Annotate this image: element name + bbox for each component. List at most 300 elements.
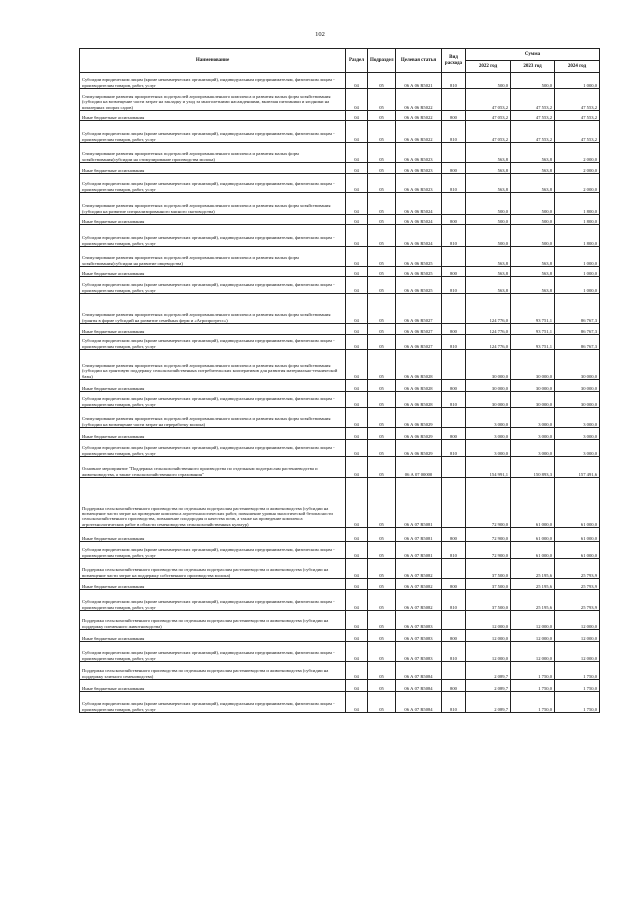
cell-cel-statya: 06 А 06 R5024 (396, 225, 442, 247)
cell-razdel: 04 (346, 590, 368, 611)
table-header (80, 49, 600, 73)
cell-vid-rashoda: 810 (442, 642, 466, 662)
cell-sum-2022: 124 776,0 (466, 335, 511, 350)
cell-vid-rashoda (442, 143, 466, 163)
cell-vid-rashoda: 800 (442, 630, 466, 642)
cell-cel-statya: 06 А 07 R5082 (396, 559, 442, 579)
cell-cel-statya: 06 А 06 R5027 (396, 294, 442, 324)
cell-name: Стимулирование развития приоритетных подотраслей агропромышленного комплекса и развития малых форм хозяйствования (субсидии на грантовую поддержку сельскохозяйственных потребительских кооперативов для развития материально-технической базы) (80, 350, 346, 380)
cell-name: Стимулирование развития приоритетных подотраслей агропромышленного комплекса и развития малых форм хозяйствования (субсидии на возмещение части затрат на закладку и уход за многолетними насаждениями, включая питомники и ягодники на шпалерных опорах садов) (80, 89, 346, 111)
table-row (80, 121, 600, 143)
cell-razdel: 04 (346, 143, 368, 163)
cell-sum-2023: 61 000,0 (511, 478, 555, 528)
table-row (80, 215, 600, 225)
table-row (80, 590, 600, 611)
cell-cel-statya: 06 А 06 R5029 (396, 428, 442, 440)
cell-sum-2024: 12 000,0 (555, 611, 600, 630)
cell-name: Иные бюджетные ассигнования (80, 163, 346, 174)
cell-sum-2024: 61 000,0 (555, 542, 600, 559)
cell-razdel: 04 (346, 559, 368, 579)
table-row (80, 163, 600, 174)
cell-podrazdel: 05 (368, 579, 396, 590)
table-row (80, 692, 600, 713)
cell-razdel: 04 (346, 478, 368, 528)
cell-vid-rashoda: 810 (442, 590, 466, 611)
table-row (80, 457, 600, 478)
cell-sum-2023: 563,8 (511, 277, 555, 294)
cell-sum-2023: 25 195,6 (511, 590, 555, 611)
cell-sum-2024: 1 000,0 (555, 73, 600, 89)
cell-vid-rashoda: 800 (442, 428, 466, 440)
cell-razdel: 04 (346, 121, 368, 143)
cell-name: Субсидии юридическим лицам (кроме некоммерческих организаций), индивидуальным предпринимателям, физическим лицам - производителям товаров, работ, услуг (80, 225, 346, 247)
cell-razdel: 04 (346, 193, 368, 215)
cell-podrazdel: 05 (368, 277, 396, 294)
cell-vid-rashoda: 810 (442, 174, 466, 193)
cell-sum-2023: 30 000,0 (511, 392, 555, 408)
table-row (80, 528, 600, 542)
table-row (80, 559, 600, 579)
cell-razdel: 04 (346, 174, 368, 193)
cell-sum-2022: 72 900,0 (466, 478, 511, 528)
cell-sum-2023: 150 893,3 (511, 457, 555, 478)
table-row (80, 193, 600, 215)
cell-cel-statya: 06 А 06 R5023 (396, 143, 442, 163)
cell-sum-2022: 30 000,0 (466, 392, 511, 408)
cell-sum-2023: 30 000,0 (511, 350, 555, 380)
cell-vid-rashoda (442, 247, 466, 267)
cell-podrazdel: 05 (368, 642, 396, 662)
cell-vid-rashoda (442, 408, 466, 428)
header-summa: Сумма (466, 49, 600, 61)
cell-sum-2022: 563,8 (466, 163, 511, 174)
cell-razdel: 04 (346, 350, 368, 380)
cell-podrazdel: 05 (368, 680, 396, 692)
cell-sum-2023: 61 000,0 (511, 528, 555, 542)
cell-vid-rashoda: 800 (442, 528, 466, 542)
cell-sum-2024: 86 767,3 (555, 335, 600, 350)
cell-name: Субсидии юридическим лицам (кроме некоммерческих организаций), индивидуальным предпринимателям, физическим лицам - производителям товаров, работ, услуг (80, 692, 346, 713)
cell-sum-2024: 1 750,0 (555, 662, 600, 680)
cell-cel-statya: 06 А 06 R5025 (396, 267, 442, 277)
table-row (80, 174, 600, 193)
cell-name: Иные бюджетные ассигнования (80, 428, 346, 440)
cell-sum-2024: 25 793,9 (555, 579, 600, 590)
cell-razdel: 04 (346, 225, 368, 247)
cell-podrazdel: 05 (368, 121, 396, 143)
table-row (80, 440, 600, 457)
cell-name: Иные бюджетные ассигнования (80, 630, 346, 642)
cell-sum-2024: 25 793,9 (555, 590, 600, 611)
cell-razdel: 04 (346, 324, 368, 335)
cell-podrazdel: 05 (368, 662, 396, 680)
cell-sum-2023: 47 553,2 (511, 111, 555, 121)
cell-vid-rashoda (442, 559, 466, 579)
cell-cel-statya: 06 А 06 R5025 (396, 277, 442, 294)
cell-name: Стимулирование развития приоритетных подотраслей агропромышленного комплекса и развития малых форм хозяйствования(субсидии на стимулирование производства молока) (80, 143, 346, 163)
cell-cel-statya: 06 А 07 R5084 (396, 680, 442, 692)
cell-name: Субсидии юридическим лицам (кроме некоммерческих организаций), индивидуальным предпринимателям, физическим лицам - производителям товаров, работ, услуг (80, 392, 346, 408)
cell-sum-2024: 12 000,0 (555, 630, 600, 642)
cell-cel-statya: 06 А 06 R5029 (396, 408, 442, 428)
cell-podrazdel: 05 (368, 440, 396, 457)
table-row (80, 89, 600, 111)
cell-sum-2024: 1 800,0 (555, 225, 600, 247)
table-row (80, 380, 600, 392)
cell-sum-2022: 500,0 (466, 215, 511, 225)
cell-sum-2024: 47 553,2 (555, 111, 600, 121)
header-year-2023: 2023 год (511, 61, 555, 73)
cell-razdel: 04 (346, 440, 368, 457)
cell-razdel: 04 (346, 579, 368, 590)
cell-podrazdel: 05 (368, 392, 396, 408)
cell-podrazdel: 05 (368, 225, 396, 247)
header-year-2024: 2024 год (555, 61, 600, 73)
cell-sum-2023: 12 000,0 (511, 611, 555, 630)
cell-sum-2022: 47 053,2 (466, 121, 511, 143)
cell-razdel: 04 (346, 247, 368, 267)
cell-sum-2022: 37 500,0 (466, 579, 511, 590)
table-row (80, 680, 600, 692)
cell-vid-rashoda: 800 (442, 324, 466, 335)
table-row (80, 350, 600, 380)
cell-sum-2022: 563,8 (466, 247, 511, 267)
cell-cel-statya: 06 А 06 R5027 (396, 335, 442, 350)
cell-razdel: 04 (346, 642, 368, 662)
cell-sum-2022: 563,8 (466, 143, 511, 163)
cell-sum-2022: 30 000,0 (466, 380, 511, 392)
cell-razdel: 04 (346, 277, 368, 294)
cell-podrazdel: 05 (368, 692, 396, 713)
cell-vid-rashoda (442, 193, 466, 215)
cell-sum-2022: 2 089,7 (466, 692, 511, 713)
cell-cel-statya: 06 А 06 R5022 (396, 89, 442, 111)
cell-vid-rashoda (442, 294, 466, 324)
cell-sum-2023: 93 751,1 (511, 324, 555, 335)
cell-cel-statya: 06 А 06 R5023 (396, 163, 442, 174)
cell-vid-rashoda: 800 (442, 215, 466, 225)
cell-name: Поддержка сельскохозяйственного производства по отдельным подотраслям растениеводства и животноводства (субсидии на возмещение части затрат на поддержку собственного производства молока) (80, 559, 346, 579)
cell-name: Иные бюджетные ассигнования (80, 380, 346, 392)
cell-sum-2023: 30 000,0 (511, 380, 555, 392)
cell-razdel: 04 (346, 380, 368, 392)
cell-cel-statya: 06 А 06 R5023 (396, 174, 442, 193)
cell-name: Субсидии юридическим лицам (кроме некоммерческих организаций), индивидуальным предпринимателям, физическим лицам - производителям товаров, работ, услуг (80, 440, 346, 457)
header-vid-rashoda: Вид расхода (442, 49, 466, 73)
cell-sum-2023: 3 000,0 (511, 408, 555, 428)
cell-podrazdel: 05 (368, 428, 396, 440)
cell-sum-2023: 25 195,6 (511, 579, 555, 590)
cell-podrazdel: 05 (368, 294, 396, 324)
cell-sum-2023: 25 195,6 (511, 559, 555, 579)
cell-sum-2023: 1 750,0 (511, 662, 555, 680)
cell-name: Субсидии юридическим лицам (кроме некоммерческих организаций), индивидуальным предпринимателям, физическим лицам - производителям товаров, работ, услуг (80, 121, 346, 143)
cell-podrazdel: 05 (368, 247, 396, 267)
cell-podrazdel: 05 (368, 324, 396, 335)
cell-sum-2024: 12 000,0 (555, 642, 600, 662)
table-row (80, 542, 600, 559)
cell-sum-2024: 30 000,0 (555, 380, 600, 392)
cell-podrazdel: 05 (368, 630, 396, 642)
cell-sum-2023: 500,0 (511, 193, 555, 215)
cell-name: Субсидии юридическим лицам (кроме некоммерческих организаций), индивидуальным предпринимателям, физическим лицам - производителям товаров, работ, услуг (80, 174, 346, 193)
cell-sum-2024: 30 000,0 (555, 392, 600, 408)
cell-cel-statya: 06 А 07 R5081 (396, 542, 442, 559)
cell-sum-2024: 25 793,9 (555, 559, 600, 579)
cell-sum-2024: 2 000,0 (555, 174, 600, 193)
cell-podrazdel: 05 (368, 73, 396, 89)
cell-vid-rashoda: 800 (442, 380, 466, 392)
cell-sum-2024: 2 000,0 (555, 163, 600, 174)
cell-podrazdel: 05 (368, 350, 396, 380)
cell-razdel: 04 (346, 630, 368, 642)
cell-podrazdel: 05 (368, 528, 396, 542)
cell-vid-rashoda: 800 (442, 163, 466, 174)
header-podrazdel: Подраздел (368, 49, 396, 73)
cell-razdel: 04 (346, 294, 368, 324)
table-row (80, 630, 600, 642)
cell-razdel: 04 (346, 542, 368, 559)
cell-name: Субсидии юридическим лицам (кроме некоммерческих организаций), индивидуальным предпринимателям, физическим лицам - производителям товаров, работ, услуг (80, 542, 346, 559)
cell-vid-rashoda: 810 (442, 542, 466, 559)
cell-cel-statya: 06 А 07 R5083 (396, 611, 442, 630)
cell-razdel: 04 (346, 611, 368, 630)
cell-sum-2023: 500,0 (511, 73, 555, 89)
cell-sum-2022: 37 500,0 (466, 590, 511, 611)
table-row (80, 408, 600, 428)
cell-vid-rashoda (442, 478, 466, 528)
cell-sum-2023: 3 000,0 (511, 440, 555, 457)
cell-razdel: 04 (346, 692, 368, 713)
cell-podrazdel: 05 (368, 457, 396, 478)
cell-razdel: 04 (346, 392, 368, 408)
cell-sum-2024: 1 800,0 (555, 193, 600, 215)
cell-sum-2024: 47 553,2 (555, 121, 600, 143)
cell-sum-2022: 12 000,0 (466, 642, 511, 662)
cell-sum-2023: 93 751,1 (511, 294, 555, 324)
cell-name: Субсидии юридическим лицам (кроме некоммерческих организаций), индивидуальным предпринимателям, физическим лицам - производителям товаров, работ, услуг (80, 642, 346, 662)
cell-sum-2023: 563,8 (511, 247, 555, 267)
cell-podrazdel: 05 (368, 559, 396, 579)
cell-sum-2024: 1 000,0 (555, 247, 600, 267)
table-row (80, 392, 600, 408)
cell-sum-2024: 30 000,0 (555, 350, 600, 380)
cell-sum-2024: 1 750,0 (555, 692, 600, 713)
cell-sum-2024: 61 000,0 (555, 528, 600, 542)
cell-sum-2022: 30 000,0 (466, 350, 511, 380)
cell-name: Стимулирование развития приоритетных подотраслей агропромышленного комплекса и развития малых форм хозяйствования (субсидии на возмещение части затрат на переработку молока) (80, 408, 346, 428)
cell-podrazdel: 05 (368, 163, 396, 174)
header-year-2022: 2022 год (466, 61, 511, 73)
cell-name: Иные бюджетные ассигнования (80, 215, 346, 225)
cell-sum-2024: 1 750,0 (555, 680, 600, 692)
cell-name: Стимулирование развития приоритетных подотраслей агропромышленного комплекса и развития малых форм хозяйствования (субсидии на развитие специализированного мясного скотоводства) (80, 193, 346, 215)
cell-sum-2022: 47 053,2 (466, 111, 511, 121)
cell-razdel: 04 (346, 267, 368, 277)
cell-podrazdel: 05 (368, 380, 396, 392)
cell-cel-statya: 06 А 06 R5028 (396, 350, 442, 380)
table-row (80, 73, 600, 89)
cell-razdel: 04 (346, 111, 368, 121)
cell-sum-2022: 12 000,0 (466, 630, 511, 642)
table-row (80, 277, 600, 294)
cell-vid-rashoda: 810 (442, 335, 466, 350)
table-body (80, 73, 600, 713)
cell-podrazdel: 05 (368, 89, 396, 111)
cell-podrazdel: 05 (368, 267, 396, 277)
cell-cel-statya: 06 А 06 R5025 (396, 247, 442, 267)
table-row (80, 267, 600, 277)
header-razdel: Раздел (346, 49, 368, 73)
cell-sum-2023: 61 000,0 (511, 542, 555, 559)
cell-vid-rashoda: 810 (442, 392, 466, 408)
table-row (80, 662, 600, 680)
table-row (80, 111, 600, 121)
cell-cel-statya: 06 А 07 R5084 (396, 662, 442, 680)
table-row (80, 642, 600, 662)
table-row (80, 579, 600, 590)
cell-sum-2022: 3 000,0 (466, 428, 511, 440)
cell-razdel: 04 (346, 428, 368, 440)
cell-cel-statya: 06 А 07 R5083 (396, 642, 442, 662)
cell-vid-rashoda (442, 89, 466, 111)
cell-razdel: 04 (346, 335, 368, 350)
cell-vid-rashoda: 810 (442, 692, 466, 713)
cell-podrazdel: 05 (368, 611, 396, 630)
cell-razdel: 04 (346, 215, 368, 225)
cell-razdel: 04 (346, 73, 368, 89)
cell-cel-statya: 06 А 06 R5028 (396, 392, 442, 408)
cell-cel-statya: 06 А 06 R5022 (396, 111, 442, 121)
cell-cel-statya: 06 А 06 R5029 (396, 440, 442, 457)
cell-podrazdel: 05 (368, 193, 396, 215)
table-row (80, 143, 600, 163)
cell-sum-2022: 500,0 (466, 193, 511, 215)
cell-name: Поддержка сельскохозяйственного производства по отдельным подотраслям растениеводства и животноводства (субсидии на поддержку элитного семеноводства) (80, 662, 346, 680)
table-row (80, 324, 600, 335)
cell-podrazdel: 05 (368, 478, 396, 528)
cell-razdel: 04 (346, 408, 368, 428)
cell-sum-2023: 47 553,2 (511, 121, 555, 143)
cell-sum-2022: 563,8 (466, 174, 511, 193)
cell-vid-rashoda (442, 662, 466, 680)
cell-cel-statya: 06 А 07 R5083 (396, 630, 442, 642)
cell-sum-2024: 86 767,3 (555, 294, 600, 324)
cell-sum-2022: 124 776,0 (466, 324, 511, 335)
cell-cel-statya: 06 А 07 R5084 (396, 692, 442, 713)
cell-sum-2022: 72 900,0 (466, 542, 511, 559)
cell-sum-2022: 2 089,7 (466, 662, 511, 680)
cell-cel-statya: 06 А 06 R5022 (396, 121, 442, 143)
cell-name: Иные бюджетные ассигнования (80, 324, 346, 335)
table-row (80, 294, 600, 324)
cell-sum-2024: 1 800,0 (555, 215, 600, 225)
cell-cel-statya: 06 А 07 R5082 (396, 579, 442, 590)
cell-vid-rashoda: 800 (442, 579, 466, 590)
cell-sum-2024: 3 000,0 (555, 408, 600, 428)
table-row (80, 225, 600, 247)
cell-sum-2022: 2 089,7 (466, 680, 511, 692)
cell-podrazdel: 05 (368, 174, 396, 193)
cell-sum-2023: 47 553,2 (511, 89, 555, 111)
cell-vid-rashoda: 810 (442, 121, 466, 143)
cell-sum-2023: 93 751,1 (511, 335, 555, 350)
cell-sum-2024: 2 000,0 (555, 143, 600, 163)
cell-sum-2024: 61 000,0 (555, 478, 600, 528)
cell-sum-2023: 563,8 (511, 143, 555, 163)
cell-sum-2023: 1 750,0 (511, 680, 555, 692)
cell-sum-2023: 500,0 (511, 225, 555, 247)
cell-vid-rashoda (442, 350, 466, 380)
cell-sum-2022: 72 900,0 (466, 528, 511, 542)
table-row (80, 611, 600, 630)
cell-razdel: 04 (346, 457, 368, 478)
cell-sum-2024: 3 000,0 (555, 440, 600, 457)
budget-table (79, 48, 600, 713)
cell-vid-rashoda: 810 (442, 440, 466, 457)
cell-cel-statya: 06 А 06 R5028 (396, 380, 442, 392)
cell-sum-2022: 563,8 (466, 277, 511, 294)
cell-razdel: 04 (346, 680, 368, 692)
cell-name: Субсидии юридическим лицам (кроме некоммерческих организаций), индивидуальным предпринимателям, физическим лицам - производителям товаров, работ, услуг (80, 73, 346, 89)
cell-cel-statya: 06 А 06 R5021 (396, 73, 442, 89)
cell-name: Субсидии юридическим лицам (кроме некоммерческих организаций), индивидуальным предпринимателям, физическим лицам - производителям товаров, работ, услуг (80, 590, 346, 611)
cell-vid-rashoda (442, 457, 466, 478)
cell-cel-statya: 06 А 06 R5027 (396, 324, 442, 335)
cell-vid-rashoda: 810 (442, 73, 466, 89)
cell-cel-statya: 06 А 07 00000 (396, 457, 442, 478)
table-row (80, 428, 600, 440)
page-number: 102 (315, 31, 325, 38)
cell-sum-2022: 37 500,0 (466, 559, 511, 579)
cell-name: Субсидии юридическим лицам (кроме некоммерческих организаций), индивидуальным предпринимателям, физическим лицам - производителям товаров, работ, услуг (80, 335, 346, 350)
cell-sum-2022: 500,0 (466, 225, 511, 247)
cell-podrazdel: 05 (368, 143, 396, 163)
cell-name: Поддержка сельскохозяйственного производства по отдельным подотраслям растениеводства и животноводства (субсидии на возмещение части затрат на проведение комплекса агротехнологических работ, повышение уровня экологической безопасности сельскохозяйственного производства, повышение плодородия и качества почв, а также на проведение комплекса агротехнологических работ в области семеноводства сельскохозяйственных культур) (80, 478, 346, 528)
cell-name: Иные бюджетные ассигнования (80, 579, 346, 590)
cell-vid-rashoda: 810 (442, 277, 466, 294)
cell-sum-2023: 563,8 (511, 163, 555, 174)
cell-name: Субсидии юридическим лицам (кроме некоммерческих организаций), индивидуальным предпринимателям, физическим лицам - производителям товаров, работ, услуг (80, 277, 346, 294)
cell-sum-2023: 12 000,0 (511, 642, 555, 662)
cell-sum-2023: 500,0 (511, 215, 555, 225)
cell-sum-2022: 124 776,0 (466, 294, 511, 324)
cell-sum-2022: 563,8 (466, 267, 511, 277)
cell-sum-2024: 157 491,6 (555, 457, 600, 478)
cell-cel-statya: 06 А 07 R5082 (396, 590, 442, 611)
cell-name: Стимулирование развития приоритетных подотраслей агропромышленного комплекса и развития малых форм хозяйствования(субсидии на развитие овцеводства) (80, 247, 346, 267)
cell-razdel: 04 (346, 528, 368, 542)
cell-cel-statya: 06 А 06 R5024 (396, 193, 442, 215)
cell-sum-2022: 500,0 (466, 73, 511, 89)
cell-name: Стимулирование развития приоритетных подотраслей агропромышленного комплекса и развития малых форм хозяйствования (гранты в форме субсидий на развитие семейных ферм и «Агропрогресс») (80, 294, 346, 324)
table-row (80, 247, 600, 267)
cell-cel-statya: 06 А 07 R5081 (396, 478, 442, 528)
cell-sum-2024: 1 000,0 (555, 277, 600, 294)
cell-sum-2022: 12 000,0 (466, 611, 511, 630)
cell-vid-rashoda (442, 611, 466, 630)
cell-sum-2022: 3 000,0 (466, 408, 511, 428)
table-row (80, 335, 600, 350)
cell-podrazdel: 05 (368, 335, 396, 350)
cell-sum-2022: 3 000,0 (466, 440, 511, 457)
cell-podrazdel: 05 (368, 590, 396, 611)
cell-vid-rashoda: 800 (442, 267, 466, 277)
header-name: Наименование (80, 49, 346, 73)
cell-name: Иные бюджетные ассигнования (80, 680, 346, 692)
cell-podrazdel: 05 (368, 408, 396, 428)
cell-podrazdel: 05 (368, 542, 396, 559)
